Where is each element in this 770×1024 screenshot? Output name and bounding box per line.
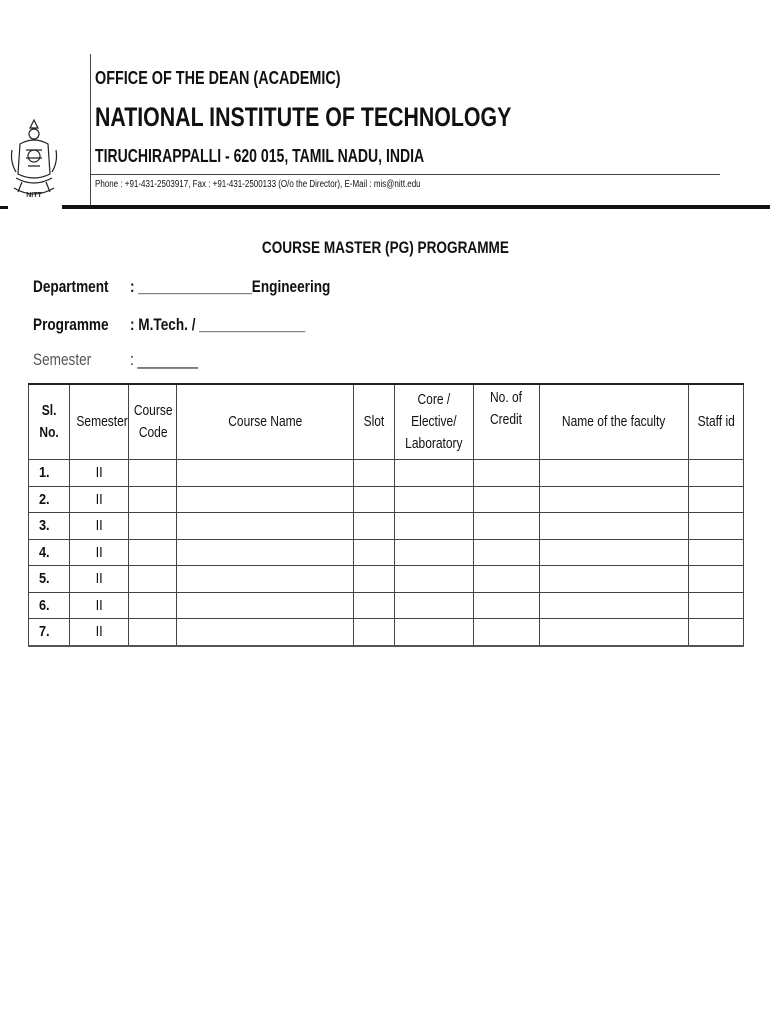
table-row xyxy=(29,592,744,619)
programme-label: Programme xyxy=(33,315,109,334)
cell-course-code[interactable] xyxy=(129,460,177,487)
header-divider xyxy=(90,174,720,175)
cell-course-type[interactable] xyxy=(395,566,474,593)
cell-course-code[interactable] xyxy=(129,539,177,566)
cell-sl-no: 1. xyxy=(29,460,70,487)
cell-course-type[interactable] xyxy=(395,460,474,487)
cell-course-code[interactable] xyxy=(129,486,177,513)
cell-slot[interactable] xyxy=(354,592,395,619)
header-sl-no: Sl. No. xyxy=(29,384,70,460)
cell-staff-id[interactable] xyxy=(689,486,744,513)
table-header-row xyxy=(29,384,744,460)
semester-value: : ________ xyxy=(130,350,199,369)
cell-staff-id[interactable] xyxy=(689,460,744,487)
cell-faculty-name[interactable] xyxy=(540,566,689,593)
cell-sl-no: 2. xyxy=(29,486,70,513)
cell-semester: II xyxy=(70,566,129,593)
cell-credit[interactable] xyxy=(474,592,540,619)
table-row xyxy=(29,513,744,540)
cell-semester: II xyxy=(70,513,129,540)
header-vertical-rule xyxy=(90,54,91,206)
cell-course-type[interactable] xyxy=(395,539,474,566)
header-course-type: Core / Elective/ Laboratory xyxy=(395,384,474,460)
cell-staff-id[interactable] xyxy=(689,539,744,566)
programme-value: : M.Tech. / ______________ xyxy=(130,315,306,334)
header-course-name: Course Name xyxy=(177,384,354,460)
cell-credit[interactable] xyxy=(474,539,540,566)
cell-course-name[interactable] xyxy=(177,486,354,513)
cell-faculty-name[interactable] xyxy=(540,486,689,513)
cell-faculty-name[interactable] xyxy=(540,513,689,540)
cell-sl-no: 7. xyxy=(29,619,70,646)
cell-credit[interactable] xyxy=(474,486,540,513)
cell-staff-id[interactable] xyxy=(689,513,744,540)
header-semester: Semester xyxy=(70,384,129,460)
table-row xyxy=(29,539,744,566)
table-row xyxy=(29,619,744,646)
cell-course-type[interactable] xyxy=(395,619,474,646)
cell-course-name[interactable] xyxy=(177,460,354,487)
cell-course-name[interactable] xyxy=(177,619,354,646)
institute-emblem xyxy=(6,116,62,208)
cell-course-type[interactable] xyxy=(395,592,474,619)
cell-course-code[interactable] xyxy=(129,592,177,619)
cell-course-name[interactable] xyxy=(177,513,354,540)
header-slot: Slot xyxy=(354,384,395,460)
table-row xyxy=(29,566,744,593)
department-label: Department xyxy=(33,277,109,296)
cell-semester: II xyxy=(70,592,129,619)
header-course-code: Course Code xyxy=(129,384,177,460)
cell-course-name[interactable] xyxy=(177,566,354,593)
cell-course-type[interactable] xyxy=(395,486,474,513)
table-row xyxy=(29,460,744,487)
cell-staff-id[interactable] xyxy=(689,619,744,646)
form-title: COURSE MASTER (PG) PROGRAMME xyxy=(261,238,509,257)
cell-semester: II xyxy=(70,539,129,566)
cell-course-code[interactable] xyxy=(129,566,177,593)
cell-slot[interactable] xyxy=(354,460,395,487)
header-bottom-rule-left xyxy=(0,206,8,209)
semester-label: Semester xyxy=(33,350,92,369)
cell-course-type[interactable] xyxy=(395,513,474,540)
cell-course-code[interactable] xyxy=(129,513,177,540)
cell-credit[interactable] xyxy=(474,513,540,540)
cell-faculty-name[interactable] xyxy=(540,592,689,619)
cell-slot[interactable] xyxy=(354,486,395,513)
table-row xyxy=(29,486,744,513)
cell-credit[interactable] xyxy=(474,566,540,593)
cell-faculty-name[interactable] xyxy=(540,619,689,646)
cell-staff-id[interactable] xyxy=(689,592,744,619)
cell-faculty-name[interactable] xyxy=(540,539,689,566)
cell-course-name[interactable] xyxy=(177,592,354,619)
svg-text:NITT: NITT xyxy=(26,192,42,199)
cell-semester: II xyxy=(70,486,129,513)
cell-slot[interactable] xyxy=(354,539,395,566)
institute-name: NATIONAL INSTITUTE OF TECHNOLOGY xyxy=(95,102,512,132)
header-faculty-name: Name of the faculty xyxy=(540,384,689,460)
header-bottom-rule xyxy=(62,205,770,209)
cell-slot[interactable] xyxy=(354,619,395,646)
cell-sl-no: 5. xyxy=(29,566,70,593)
cell-slot[interactable] xyxy=(354,566,395,593)
cell-sl-no: 6. xyxy=(29,592,70,619)
cell-semester: II xyxy=(70,460,129,487)
cell-credit[interactable] xyxy=(474,619,540,646)
cell-sl-no: 4. xyxy=(29,539,70,566)
cell-sl-no: 3. xyxy=(29,513,70,540)
cell-course-name[interactable] xyxy=(177,539,354,566)
cell-semester: II xyxy=(70,619,129,646)
contact-line: Phone : +91-431-2503917, Fax : +91-431-2500133 (O/o the Director), E-Mail : mis@nitt.edu xyxy=(95,179,421,190)
cell-course-code[interactable] xyxy=(129,619,177,646)
institute-address: TIRUCHIRAPPALLI - 620 015, TAMIL NADU, INDIA xyxy=(95,146,425,166)
header-staff-id: Staff id xyxy=(689,384,744,460)
cell-slot[interactable] xyxy=(354,513,395,540)
office-heading: OFFICE OF THE DEAN (ACADEMIC) xyxy=(95,68,341,88)
cell-credit[interactable] xyxy=(474,460,540,487)
course-table xyxy=(28,383,744,647)
header-credit: No. of Credit xyxy=(474,384,540,460)
cell-staff-id[interactable] xyxy=(689,566,744,593)
department-value: : _______________Engineering xyxy=(130,277,331,296)
cell-faculty-name[interactable] xyxy=(540,460,689,487)
